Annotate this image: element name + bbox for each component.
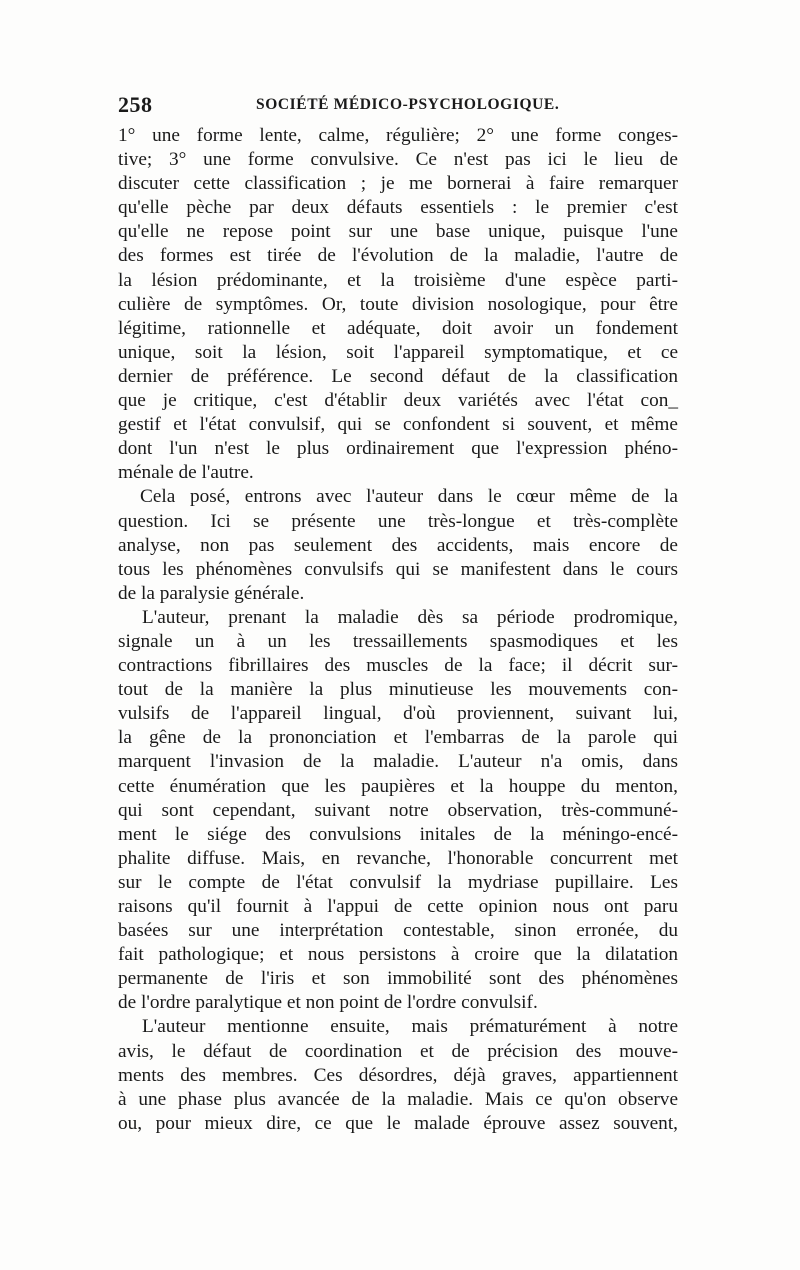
text-line: que je critique, c'est d'établir deux variétés avec l'état con_: [118, 390, 678, 412]
text-line: question. Ici se présente une très-longue et très-complète: [118, 510, 678, 532]
text-line: qui sont cependant, suivant notre observation, très-communé-: [118, 799, 678, 821]
text-line: tous les phénomènes convulsifs qui se manifestent dans le cours: [118, 558, 678, 580]
page-number: 258: [118, 92, 153, 117]
paragraph-end-line: de la paralysie générale.: [118, 582, 305, 604]
text-line: fait pathologique; et nous persistons à croire que la dilatation: [118, 944, 678, 966]
text-line: culière de symptômes. Or, toute division nosologique, pour être: [118, 293, 678, 315]
text-line: des formes est tirée de l'évolution de la maladie, l'autre de: [118, 245, 678, 267]
text-line: avis, le défaut de coordination et de précision des mouve-: [118, 1040, 678, 1062]
text-line: raisons qu'il fournit à l'appui de cette opinion nous ont paru: [118, 896, 678, 917]
paragraph-first-line: Cela posé, entrons avec l'auteur dans le cœur même de la: [140, 486, 678, 508]
text-line: sur le compte de l'état convulsif la mydriase pupillaire. Les: [118, 871, 678, 893]
text-line: dont l'un n'est le plus ordinairement que l'expression phéno-: [118, 438, 678, 460]
text-line: phalite diffuse. Mais, en revanche, l'honorable concurrent met: [118, 847, 678, 869]
text-line: ment le siége des convulsions initales de la méningo-encé-: [118, 823, 678, 845]
paragraph-end-line: de l'ordre paralytique et non point de l'ordre convulsif.: [118, 992, 538, 1014]
text-line: la gêne de la prononciation et l'embarras de la parole qui: [118, 727, 678, 749]
body-text: [118, 124, 678, 1136]
text-line: qu'elle pèche par deux défauts essentiels : le premier c'est: [118, 197, 678, 219]
paragraph-end-line: ménale de l'autre.: [118, 462, 254, 484]
text-line: signale un à un les tressaillements spasmodiques et les: [118, 630, 678, 652]
text-line: tive; 3° une forme convulsive. Ce n'est pas ici le lieu de: [118, 149, 678, 171]
text-line: ou, pour mieux dire, ce que le malade éprouve assez souvent,: [118, 1112, 678, 1134]
text-line: 1° une forme lente, calme, régulière; 2° une forme conges-: [118, 125, 678, 146]
text-line: contractions fibrillaires des muscles de la face; il décrit sur-: [118, 655, 678, 677]
text-line: basées sur une interprétation contestable, sinon erronée, du: [118, 920, 678, 942]
paragraph-first-line: L'auteur, prenant la maladie dès sa période prodromique,: [142, 606, 678, 628]
text-line: la lésion prédominante, et la troisième d'une espèce parti-: [118, 269, 678, 291]
paragraph-first-line: L'auteur mentionne ensuite, mais prématurément à notre: [142, 1016, 678, 1038]
text-line: gestif et l'état convulsif, qui se confondent si souvent, et même: [118, 414, 678, 436]
text-line: cette énumération que les paupières et la houppe du menton,: [118, 775, 678, 797]
journal-title: SOCIÉTÉ MÉDICO-PSYCHOLOGIQUE.: [256, 96, 560, 113]
text-line: marquent l'invasion de la maladie. L'auteur n'a omis, dans: [118, 751, 678, 773]
running-head: [118, 92, 678, 118]
text-line: ments des membres. Ces désordres, déjà graves, appartiennent: [118, 1064, 678, 1086]
text-line: analyse, non pas seulement des accidents, mais encore de: [118, 534, 678, 556]
text-line: tout de la manière la plus minutieuse les mouvements con-: [118, 679, 678, 701]
text-line: légitime, rationnelle et adéquate, doit avoir un fondement: [118, 317, 678, 339]
text-line: à une phase plus avancée de la maladie. Mais ce qu'on observe: [118, 1088, 678, 1110]
text-line: dernier de préférence. Le second défaut de la classification: [118, 365, 678, 387]
text-line: unique, soit la lésion, soit l'appareil symptomatique, et ce: [118, 341, 678, 363]
text-line: qu'elle ne repose point sur une base unique, puisque l'une: [118, 221, 678, 243]
text-line: discuter cette classification ; je me bornerai à faire remarquer: [118, 173, 678, 195]
text-line: vulsifs de l'appareil lingual, d'où proviennent, suivant lui,: [118, 703, 678, 725]
text-line: permanente de l'iris et son immobilité sont des phénomènes: [118, 968, 678, 990]
